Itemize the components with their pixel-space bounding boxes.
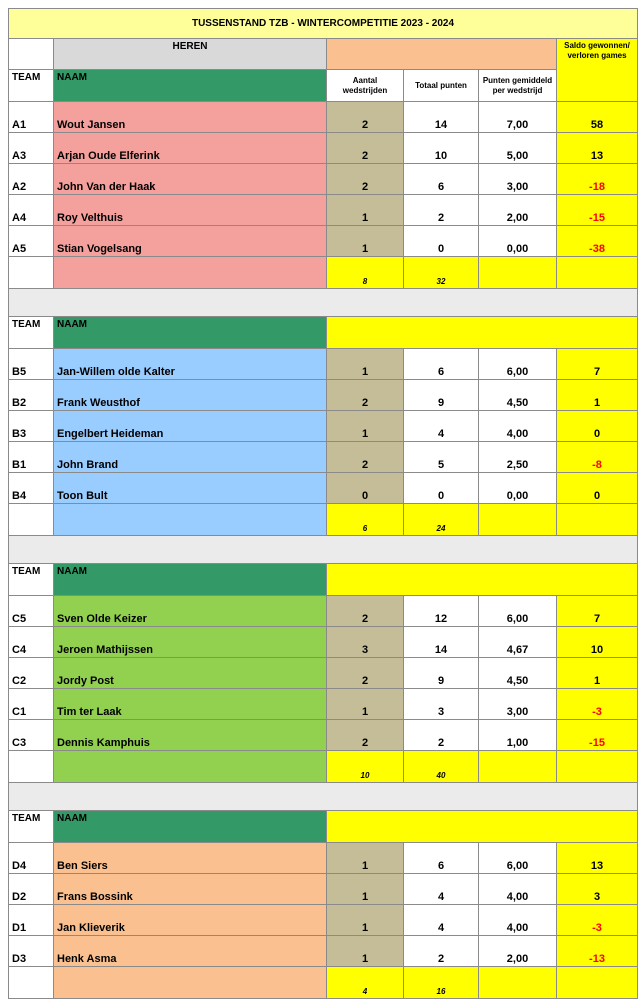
total-points: 14 [404, 102, 479, 133]
avg-points: 3,00 [479, 164, 557, 195]
table-row [9, 164, 638, 195]
matches-played: 1 [327, 689, 404, 720]
matches-played: 1 [327, 349, 404, 380]
totals-row [9, 257, 638, 289]
total-points: 4 [404, 874, 479, 905]
total-points: 2 [404, 720, 479, 751]
team-code: D4 [9, 843, 54, 874]
games-balance: 58 [557, 102, 638, 133]
games-balance: -13 [557, 936, 638, 967]
player-name: Frank Weusthof [54, 380, 327, 411]
team-code: C5 [9, 596, 54, 627]
saldo-header: Saldo gewonnen/ verloren games [557, 39, 638, 102]
total-points: 10 [404, 133, 479, 164]
table-row [9, 442, 638, 473]
player-name: Jan Klieverik [54, 905, 327, 936]
total-points-sum: 40 [404, 751, 479, 783]
player-name: Stian Vogelsang [54, 226, 327, 257]
empty-cell [479, 967, 557, 999]
player-name: Wout Jansen [54, 102, 327, 133]
total-points: 5 [404, 442, 479, 473]
total-points: 3 [404, 689, 479, 720]
totals-row [9, 967, 638, 999]
peach-header-band [327, 39, 557, 70]
player-name: Arjan Oude Elferink [54, 133, 327, 164]
matches-played: 1 [327, 905, 404, 936]
yellow-header-band [327, 564, 638, 596]
separator-cell [9, 289, 638, 317]
totals-name-cell [54, 257, 327, 289]
table-row [9, 596, 638, 627]
empty-cell [557, 967, 638, 999]
total-points: 2 [404, 195, 479, 226]
avg-points: 0,00 [479, 473, 557, 504]
games-balance: -15 [557, 720, 638, 751]
games-balance: 1 [557, 658, 638, 689]
matches-played: 1 [327, 874, 404, 905]
games-balance: 13 [557, 133, 638, 164]
group-separator [9, 289, 638, 317]
team-header: TEAM [9, 317, 54, 349]
total-points-sum: 16 [404, 967, 479, 999]
avg-points: 4,50 [479, 658, 557, 689]
games-balance: 7 [557, 349, 638, 380]
empty-cell [557, 257, 638, 289]
total-points: 2 [404, 936, 479, 967]
total-points: 0 [404, 473, 479, 504]
team-code: D2 [9, 874, 54, 905]
total-points: 6 [404, 843, 479, 874]
avg-points: 2,00 [479, 936, 557, 967]
table-row [9, 349, 638, 380]
team-code: C4 [9, 627, 54, 658]
games-balance: 1 [557, 380, 638, 411]
player-name: Tim ter Laak [54, 689, 327, 720]
empty-cell [557, 504, 638, 536]
team-code: A5 [9, 226, 54, 257]
player-name: Engelbert Heideman [54, 411, 327, 442]
player-name: Henk Asma [54, 936, 327, 967]
team-code: C1 [9, 689, 54, 720]
empty-cell [9, 751, 54, 783]
empty-cell [9, 257, 54, 289]
empty-cell [9, 504, 54, 536]
totals-row [9, 504, 638, 536]
group-separator [9, 536, 638, 564]
table-row [9, 874, 638, 905]
team-code: A4 [9, 195, 54, 226]
standings-body [9, 9, 638, 999]
total-matches: 8 [327, 257, 404, 289]
avg-points: 4,00 [479, 411, 557, 442]
totaal-header: Totaal punten [404, 70, 479, 102]
avg-points: 2,50 [479, 442, 557, 473]
empty-cell [557, 751, 638, 783]
games-balance: -8 [557, 442, 638, 473]
group-header-row [9, 70, 638, 102]
heren-label: HEREN [54, 39, 327, 70]
separator-cell [9, 536, 638, 564]
player-name: Roy Velthuis [54, 195, 327, 226]
matches-played: 2 [327, 442, 404, 473]
player-name: Sven Olde Keizer [54, 596, 327, 627]
player-name: Jeroen Mathijssen [54, 627, 327, 658]
team-code: B4 [9, 473, 54, 504]
total-points: 9 [404, 658, 479, 689]
table-row [9, 627, 638, 658]
table-row [9, 226, 638, 257]
player-name: Ben Siers [54, 843, 327, 874]
avg-points: 3,00 [479, 689, 557, 720]
avg-points: 7,00 [479, 102, 557, 133]
player-name: Frans Bossink [54, 874, 327, 905]
total-points: 14 [404, 627, 479, 658]
avg-points: 6,00 [479, 596, 557, 627]
matches-played: 3 [327, 627, 404, 658]
avg-points: 6,00 [479, 843, 557, 874]
table-row [9, 411, 638, 442]
team-code: D1 [9, 905, 54, 936]
team-code: A1 [9, 102, 54, 133]
naam-header: NAAM [54, 811, 327, 843]
games-balance: -38 [557, 226, 638, 257]
avg-points: 4,00 [479, 905, 557, 936]
team-header: TEAM [9, 811, 54, 843]
total-matches: 4 [327, 967, 404, 999]
team-header: TEAM [9, 564, 54, 596]
table-row [9, 936, 638, 967]
games-balance: 7 [557, 596, 638, 627]
total-points: 6 [404, 164, 479, 195]
team-code: C3 [9, 720, 54, 751]
separator-cell [9, 783, 638, 811]
group-header-row [9, 811, 638, 843]
matches-played: 1 [327, 195, 404, 226]
table-row [9, 195, 638, 226]
matches-played: 1 [327, 226, 404, 257]
games-balance: 0 [557, 411, 638, 442]
games-balance: -3 [557, 689, 638, 720]
group-header-row [9, 564, 638, 596]
games-balance: 10 [557, 627, 638, 658]
total-points-sum: 24 [404, 504, 479, 536]
table-row [9, 720, 638, 751]
avg-points: 1,00 [479, 720, 557, 751]
totals-row [9, 751, 638, 783]
total-points: 4 [404, 411, 479, 442]
totals-name-cell [54, 751, 327, 783]
total-points: 6 [404, 349, 479, 380]
totals-name-cell [54, 967, 327, 999]
matches-played: 2 [327, 102, 404, 133]
total-points: 12 [404, 596, 479, 627]
naam-header: NAAM [54, 317, 327, 349]
avg-points: 6,00 [479, 349, 557, 380]
total-matches: 6 [327, 504, 404, 536]
team-code: A3 [9, 133, 54, 164]
team-header: TEAM [9, 70, 54, 102]
matches-played: 2 [327, 658, 404, 689]
matches-played: 2 [327, 164, 404, 195]
matches-played: 2 [327, 596, 404, 627]
team-code: B3 [9, 411, 54, 442]
total-points: 0 [404, 226, 479, 257]
table-row [9, 658, 638, 689]
empty-cell [479, 257, 557, 289]
player-name: Jan-Willem olde Kalter [54, 349, 327, 380]
total-points: 4 [404, 905, 479, 936]
yellow-header-band [327, 811, 638, 843]
group-separator [9, 783, 638, 811]
avg-points: 4,50 [479, 380, 557, 411]
avg-points: 4,00 [479, 874, 557, 905]
group-header-row [9, 317, 638, 349]
empty-cell [9, 967, 54, 999]
empty-cell [479, 751, 557, 783]
matches-played: 2 [327, 133, 404, 164]
table-row [9, 843, 638, 874]
avg-points: 4,67 [479, 627, 557, 658]
total-points-sum: 32 [404, 257, 479, 289]
table-row [9, 905, 638, 936]
table-row [9, 689, 638, 720]
totals-name-cell [54, 504, 327, 536]
avg-points: 2,00 [479, 195, 557, 226]
empty-cell [479, 504, 557, 536]
yellow-header-band [327, 317, 638, 349]
team-code: B5 [9, 349, 54, 380]
empty-cell [9, 39, 54, 70]
gemiddeld-header: Punten gemiddeld per wedstrijd [479, 70, 557, 102]
naam-header: NAAM [54, 70, 327, 102]
table-row [9, 133, 638, 164]
avg-points: 0,00 [479, 226, 557, 257]
matches-played: 1 [327, 843, 404, 874]
page-title: TUSSENSTAND TZB - WINTERCOMPETITIE 2023 - 2024 [9, 9, 638, 39]
player-name: Toon Bult [54, 473, 327, 504]
matches-played: 1 [327, 411, 404, 442]
total-points: 9 [404, 380, 479, 411]
table-row [9, 102, 638, 133]
aantal-header: Aantal wedstrijden [327, 70, 404, 102]
matches-played: 2 [327, 720, 404, 751]
team-code: A2 [9, 164, 54, 195]
player-name: Dennis Kamphuis [54, 720, 327, 751]
player-name: John Van der Haak [54, 164, 327, 195]
team-code: B2 [9, 380, 54, 411]
player-name: Jordy Post [54, 658, 327, 689]
games-balance: -15 [557, 195, 638, 226]
player-name: John Brand [54, 442, 327, 473]
games-balance: 3 [557, 874, 638, 905]
table-row [9, 380, 638, 411]
table-row [9, 473, 638, 504]
games-balance: -18 [557, 164, 638, 195]
total-matches: 10 [327, 751, 404, 783]
games-balance: 13 [557, 843, 638, 874]
naam-header: NAAM [54, 564, 327, 596]
matches-played: 0 [327, 473, 404, 504]
avg-points: 5,00 [479, 133, 557, 164]
matches-played: 2 [327, 380, 404, 411]
team-code: D3 [9, 936, 54, 967]
matches-played: 1 [327, 936, 404, 967]
games-balance: -3 [557, 905, 638, 936]
team-code: B1 [9, 442, 54, 473]
standings-table [8, 8, 638, 999]
team-code: C2 [9, 658, 54, 689]
games-balance: 0 [557, 473, 638, 504]
